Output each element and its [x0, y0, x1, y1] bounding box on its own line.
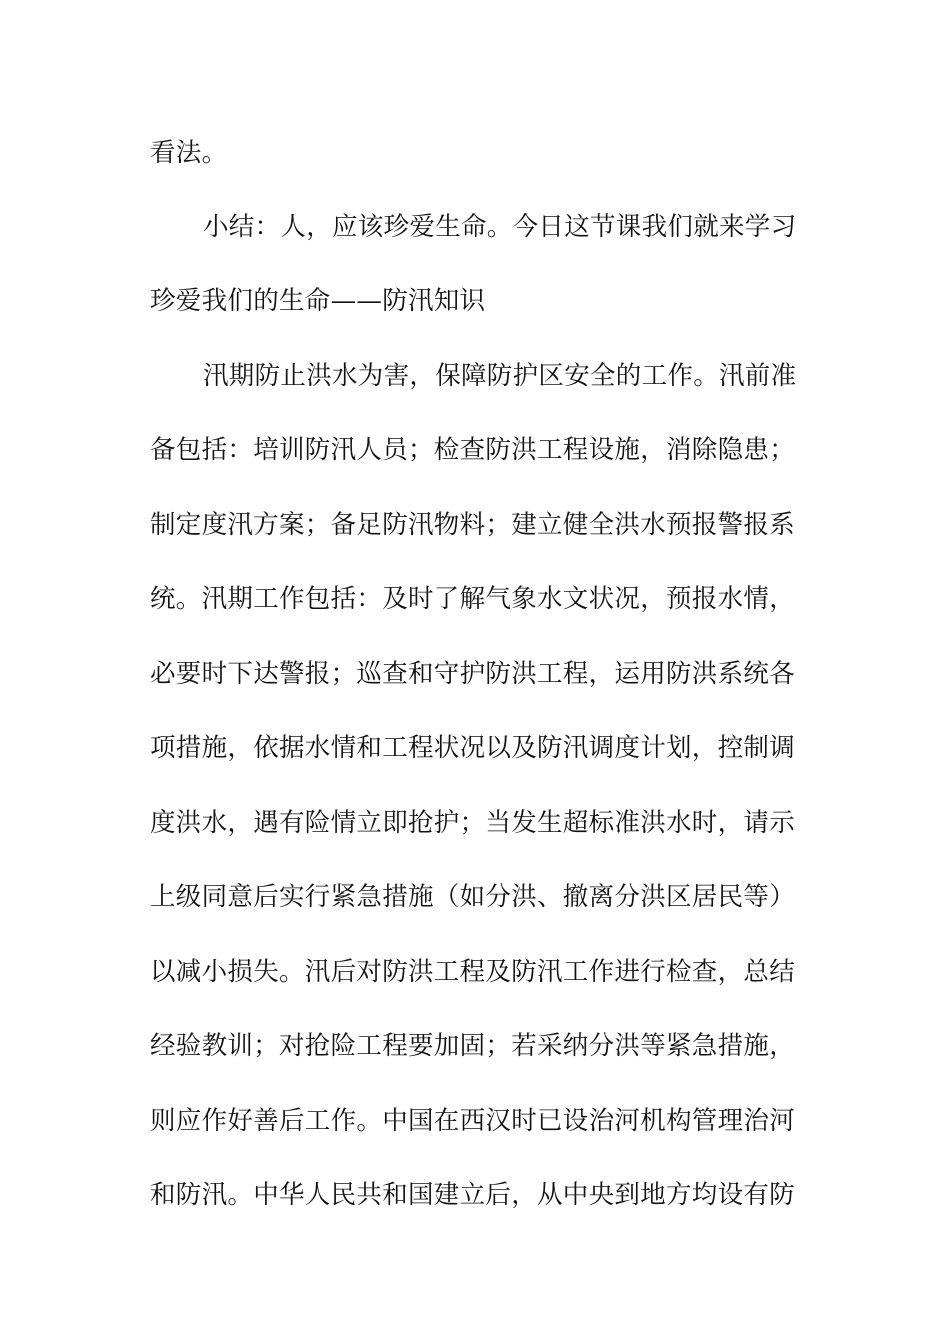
text-line-9: 项措施，依据水情和工程状况以及防汛调度计划，控制调: [150, 733, 796, 763]
text-line-14: 则应作好善后工作。中国在西汉时已设治河机构管理治河: [150, 1106, 796, 1136]
text-line-7: 统。汛期工作包括：及时了解气象水文状况，预报水情，: [150, 584, 796, 614]
text-line-2: 小结：人，应该珍爱生命。今日这节课我们就来学习: [203, 212, 797, 242]
text-line-8: 必要时下达警报；巡查和守护防洪工程，运用防洪系统各: [150, 659, 796, 689]
text-line-5: 备包括：培训防汛人员；检查防洪工程设施，消除隐患；: [150, 435, 796, 465]
text-line-6: 制定度汛方案；备足防汛物料；建立健全洪水预报警报系: [150, 510, 796, 540]
text-line-13: 经验教训；对抢险工程要加固；若采纳分洪等紧急措施，: [150, 1031, 796, 1061]
text-line-12: 以减小损失。汛后对防洪工程及防汛工作进行检查，总结: [150, 957, 796, 987]
text-line-11: 上级同意后实行紧急措施（如分洪、撤离分洪区居民等）: [150, 882, 796, 912]
text-line-15: 和防汛。中华人民共和国建立后，从中央到地方均设有防: [150, 1180, 796, 1210]
text-line-1: 看法。: [150, 138, 228, 168]
text-line-10: 度洪水，遇有险情立即抢护；当发生超标准洪水时，请示: [150, 808, 796, 838]
text-line-3: 珍爱我们的生命——防汛知识: [150, 286, 486, 316]
text-line-4: 汛期防止洪水为害，保障防护区安全的工作。汛前准: [203, 361, 797, 391]
